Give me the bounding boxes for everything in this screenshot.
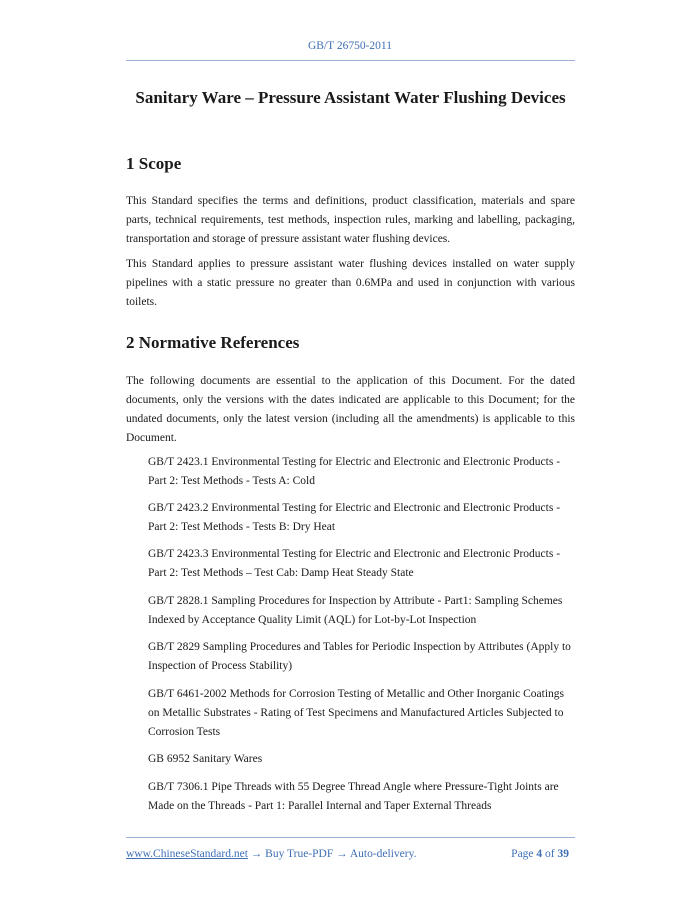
header-standard-id: GB/T 26750-2011 (307, 40, 392, 52)
reference-item: GB/T 2423.2 Environmental Testing for Electric and Electronic and Electronic Products - Part 2: Test Methods - Tests B: Dry Heat (148, 502, 561, 533)
reference-item: GB/T 2423.1 Environmental Testing for Electric and Electronic and Electronic Products - Part 2: Test Methods - Tests A: Cold (148, 456, 561, 487)
reference-item: GB/T 2423.3 Environmental Testing for Electric and Electronic and Electronic Products - Part 2: Test Methods – Test Cab: Damp Heat Steady State (148, 548, 561, 579)
page-label: Page (511, 848, 534, 860)
site-link[interactable]: www.ChineseStandard.net (126, 848, 248, 860)
page-number (511, 848, 569, 860)
document-title: Sanitary Ware – Pressure Assistant Water Flushing Devices (135, 88, 566, 107)
footer-promo (126, 848, 416, 860)
reference-item: GB/T 2828.1 Sampling Procedures for Inspection by Attribute - Part1: Sampling Schemes Indexed by Acceptance Quality Limit (AQL) for Lot-by-Lot Inspection (148, 595, 563, 626)
header-divider (126, 60, 575, 61)
promo-text: → Buy True-PDF → Auto-delivery. (247, 848, 417, 860)
scope-paragraph-2: This Standard applies to pressure assistant water flushing devices installed on water supply pipelines with a static pressure no greater than 0.6MPa and used in conjunction with various toilets. (126, 258, 575, 308)
section-heading-scope: 1 Scope (126, 154, 182, 173)
scope-paragraph-1: This Standard specifies the terms and definitions, product classification, materials and spare parts, technical requirements, test methods, inspection rules, marking and labelling, packaging, transportation and storage of pressure assistant water flushing devices. (126, 195, 575, 245)
references-intro-paragraph: The following documents are essential to the application of this Document. For the dated documents, only the versions with the dates indicated are applicable to this Document; for the undated documents, only the latest version (including all the amendments) is applicable to this Document. (126, 375, 575, 444)
page-of: of (545, 848, 555, 860)
reference-item: GB/T 6461-2002 Methods for Corrosion Testing of Metallic and Other Inorganic Coatings on Metallic Substrates - Rating of Test Specimens and Manufactured Articles Subjected to Corrosion Tests (148, 688, 565, 738)
reference-item: GB/T 2829 Sampling Procedures and Tables for Periodic Inspection by Attributes (Apply to Inspection of Process Stability) (148, 641, 571, 672)
reference-item: GB 6952 Sanitary Wares (148, 753, 263, 765)
page-current: 4 (536, 848, 543, 860)
section-heading-normative-references: 2 Normative References (126, 333, 300, 352)
footer-divider (126, 837, 575, 838)
reference-item: GB/T 7306.1 Pipe Threads with 55 Degree Thread Angle where Pressure-Tight Joints are Made on the Threads - Part 1: Parallel Internal and Taper External Threads (148, 781, 559, 812)
page-total: 39 (557, 848, 569, 860)
